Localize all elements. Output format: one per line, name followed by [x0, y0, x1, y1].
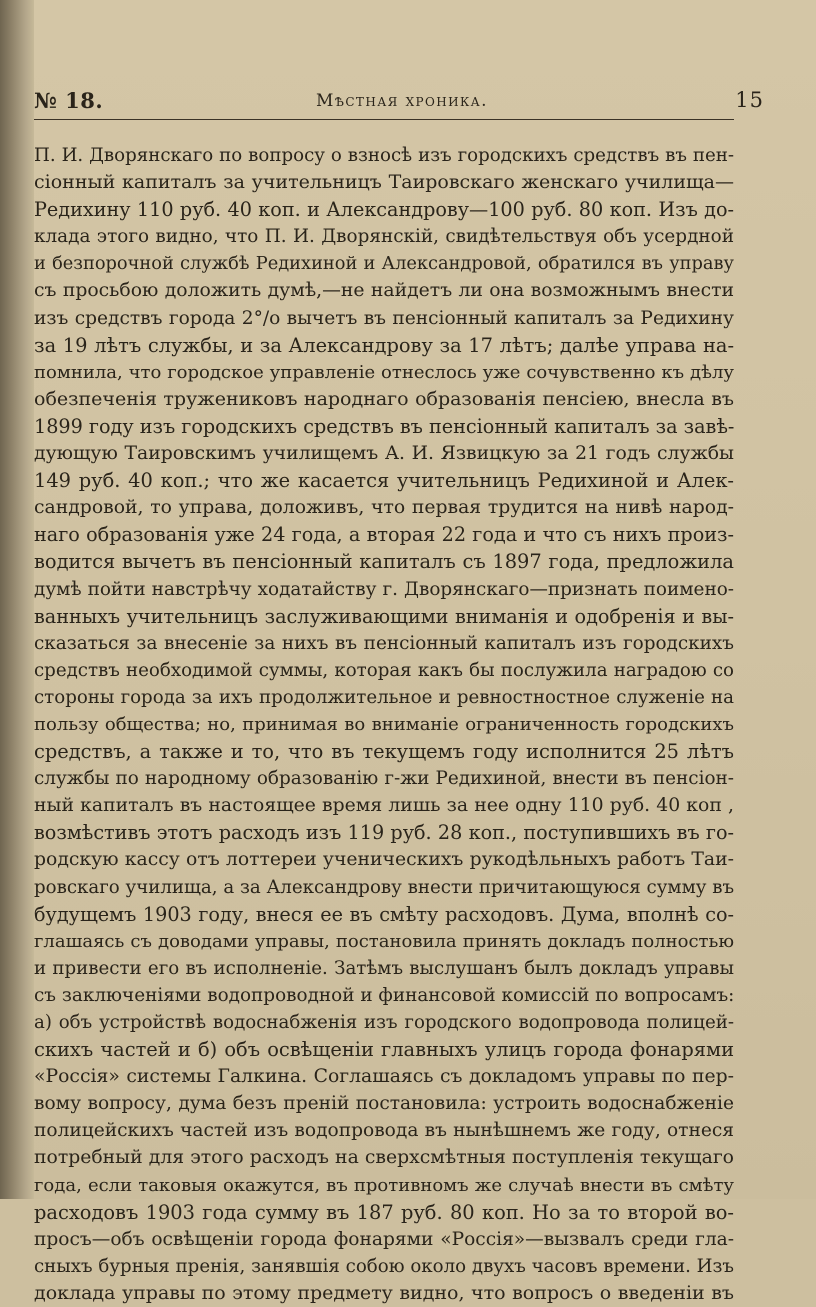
text-line: 1899 году изъ городскихъ средствъ въ пенсіонный капиталъ за завѣ-: [34, 414, 735, 438]
text-line: обезпеченія тружениковъ народнаго образованія пенсіею, внесла въ: [34, 387, 734, 410]
text-line: потребный для этого расходъ на сверхсмѣтныя поступленія текущаго: [34, 1147, 734, 1169]
text-line: скихъ частей и б) объ освѣщеніи главныхъ улицъ города фонарями: [34, 1038, 734, 1062]
text-line: расходовъ 1903 года сумму въ 187 руб. 80 коп. Но за то второй во-: [34, 1200, 734, 1224]
text-line: думѣ пойти навстрѣчу ходатайству г. Дворянскаго—признать поимено-: [34, 578, 734, 600]
text-line: сказаться за внесеніе за нихъ въ пенсіонный капиталъ изъ городскихъ: [34, 632, 734, 654]
text-line: а) объ устройствѣ водоснабженія изъ городского водопровода полицей-: [34, 1012, 734, 1033]
body-text: [34, 142, 734, 1307]
text-line: ванныхъ учительницъ заслуживающими вниманія и одобренія и вы-: [34, 604, 734, 628]
text-line: Редихину 110 руб. 40 коп. и Александрову—100 руб. 80 коп. Изъ до-: [34, 198, 734, 222]
book-page: [34, 0, 816, 1304]
text-line: клада этого видно, что П. И. Дворянскій, свидѣтельствуя объ усердной: [34, 226, 734, 248]
text-line: и безпорочной службѣ Редихиной и Александровой, обратился въ управу: [34, 253, 734, 275]
text-line: средствъ, а также и то, что въ текущемъ году исполнится 25 лѣтъ: [34, 740, 734, 764]
text-line: вому вопросу, дума безъ преній постановила: устроить водоснабженіе: [34, 1093, 734, 1115]
text-line: П. И. Дворянскаго по вопросу о взносѣ изъ городскихъ средствъ въ пен-: [34, 145, 734, 166]
text-line: «Россія» системы Галкина. Соглашаясь съ докладомъ управы по пер-: [34, 1066, 734, 1088]
text-line: съ просьбою доложить думѣ,—не найдетъ ли она возможнымъ внести: [34, 280, 734, 302]
text-line: 149 руб. 40 коп.; что же касается учительницъ Редихиной и Алек-: [34, 469, 734, 493]
text-line: помнила, что городское управленіе отнеслось уже сочувственно къ дѣлу: [34, 361, 734, 383]
running-head: [34, 88, 816, 116]
text-line: средствъ необходимой суммы, которая какъ бы послужила наградою со: [34, 659, 734, 681]
text-line: года, если таковыя окажутся, въ противномъ же случаѣ внести въ смѣту: [34, 1174, 734, 1196]
text-line: доклада управы по этому предмету видно, что вопросъ о введеніи въ: [34, 1281, 734, 1304]
text-line: ный капиталъ въ настоящее время лишь за нее одну 110 руб. 40 коп ,: [34, 795, 734, 817]
text-line: стороны города за ихъ продолжительное и ревностностное служеніе на: [34, 686, 734, 708]
text-line: съ заключеніями водопроводной и финансовой комиссій по вопросамъ:: [34, 984, 735, 1006]
text-line: возмѣстивъ этотъ расходъ изъ 119 руб. 28 коп., поступившихъ въ го-: [34, 821, 734, 845]
text-line: глашаясь съ доводами управы, постановила принять докладъ полностью: [34, 930, 734, 952]
header-rule: [34, 119, 734, 120]
text-line: службы по народному образованію г-жи Редихиной, внести въ пенсіон-: [34, 768, 734, 790]
text-line: сіонный капиталъ за учительницъ Таировскаго женскаго училища—: [34, 171, 734, 194]
book-spine-shadow: [0, 0, 34, 1199]
text-line: за 19 лѣтъ службы, и за Александрову за 17 лѣтъ; далѣе управа на-: [34, 333, 734, 357]
text-line: полицейскихъ частей изъ водопровода въ нынѣшнемъ же году, отнеся: [34, 1120, 734, 1142]
text-line: и привести его въ исполненіе. Затѣмъ выслушанъ былъ докладъ управы: [34, 957, 734, 979]
text-line: будущемъ 1903 году, внеся ее въ смѣту расходовъ. Дума, вполнѣ со-: [34, 902, 734, 926]
text-line: ровскаго училища, а за Александрову внести причитающуюся сумму въ: [34, 876, 735, 898]
text-line: наго образованія уже 24 года, а вторая 22 года и что съ нихъ произ-: [34, 523, 734, 547]
text-line: пользу общества; но, принимая во вниманіе ограниченность городскихъ: [34, 713, 734, 735]
text-line: дующую Таировскимъ училищемъ А. И. Язвицкую за 21 годъ службы: [34, 443, 734, 465]
page-number: 15: [735, 88, 764, 112]
text-line: родскую кассу отъ лоттереи ученическихъ рукодѣльныхъ работъ Таи-: [34, 849, 734, 871]
text-line: водится вычетъ въ пенсіонный капиталъ съ 1897 года, предложила: [34, 550, 734, 574]
section-title: Мѣстная хроника.: [316, 91, 488, 111]
text-line: сандровой, то управа, доложивъ, что первая трудится на нивѣ народ-: [34, 497, 734, 519]
text-line: изъ средствъ города 2°/о вычетъ въ пенсіонный капиталъ за Редихину: [34, 307, 734, 329]
text-line: просъ—объ освѣщеніи города фонарями «Россія»—вызвалъ среди гла-: [34, 1228, 734, 1250]
text-line: сныхъ бурныя пренія, занявшія собою около двухъ часовъ времени. Изъ: [34, 1255, 734, 1277]
issue-number: № 18.: [34, 88, 104, 113]
